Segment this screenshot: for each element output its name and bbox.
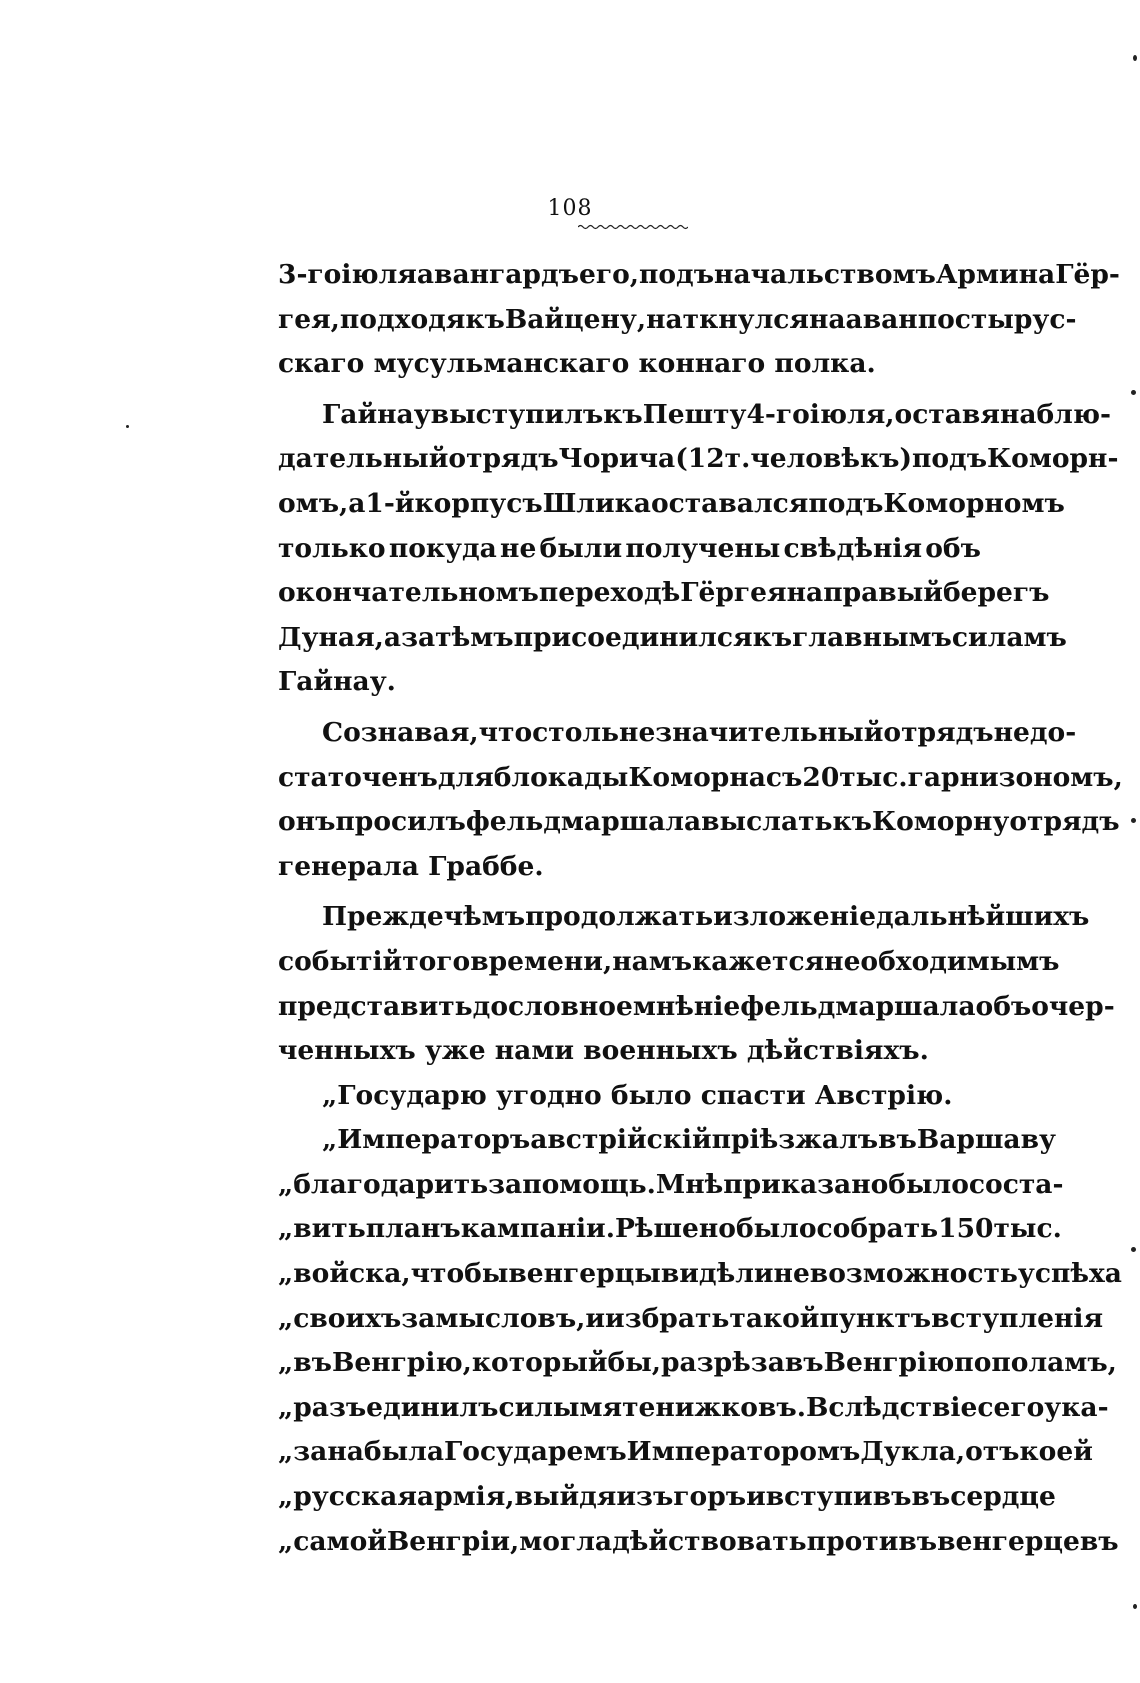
text-line	[278, 1252, 1122, 1297]
word: отрядъ	[448, 443, 559, 475]
body-text	[278, 253, 1123, 1564]
word: помощь.	[522, 1168, 656, 1200]
word: „Императоръ	[322, 1124, 531, 1156]
word: приказано	[723, 1168, 889, 1200]
text-line: ченныхъ уже нами военныхъ дѣйствіяхъ.	[278, 1035, 929, 1067]
word: „разъединилъ	[278, 1391, 499, 1423]
word: не	[500, 532, 537, 564]
text-line: генерала Граббе.	[278, 850, 544, 882]
word: въ	[878, 1124, 917, 1156]
word: изъ	[616, 1481, 674, 1513]
word: начальствомъ	[714, 259, 936, 290]
word: кажется	[692, 945, 825, 977]
word: и	[585, 1302, 606, 1334]
word: коей	[1019, 1436, 1093, 1468]
word: 1-й	[365, 487, 415, 519]
word: пріѣзжалъ	[711, 1124, 879, 1156]
word: статоченъ	[278, 761, 438, 793]
word: невозможность	[773, 1258, 1018, 1290]
text-line	[278, 1163, 1064, 1208]
word: успѣха	[1017, 1258, 1122, 1290]
word: выйдя	[514, 1481, 617, 1513]
word: очер-	[1031, 990, 1115, 1022]
text-line	[278, 1341, 1117, 1386]
word: дательный	[278, 443, 449, 475]
word: къ	[465, 303, 505, 335]
word: Гёргея	[680, 577, 787, 609]
word: т.	[724, 443, 751, 475]
word: подъ	[911, 443, 988, 475]
word: было	[888, 1168, 969, 1200]
word: за	[488, 1168, 523, 1200]
word: фельдмаршала	[465, 806, 702, 838]
word: гея,	[278, 303, 340, 335]
word: авангардъ	[416, 259, 579, 290]
word: переходѣ	[538, 577, 681, 609]
word: „войска,	[278, 1258, 411, 1290]
word: венгерцы	[508, 1258, 661, 1290]
word: „своихъ	[278, 1302, 402, 1334]
word: къ	[752, 621, 793, 653]
word: пополамъ,	[954, 1347, 1117, 1379]
paragraph-first-line	[278, 711, 1077, 756]
word: противъ	[806, 1525, 938, 1557]
word: 150	[938, 1213, 994, 1245]
word: покуда	[388, 532, 497, 564]
word: того	[402, 945, 471, 977]
paragraph-first-line: „Государю угодно было спасти Австрію.	[322, 1079, 953, 1111]
text-line	[278, 1386, 1109, 1431]
word: аванпосты	[845, 303, 1014, 335]
word: его,	[578, 259, 639, 290]
word: онъ	[278, 806, 336, 838]
word: дословное	[472, 990, 633, 1022]
scan-speck	[1133, 55, 1137, 61]
scan-speck	[1133, 1604, 1137, 1609]
word: отрядъ	[883, 716, 994, 748]
text-line	[278, 940, 1060, 985]
word: Вайцену,	[504, 303, 647, 335]
word: „русская	[278, 1481, 417, 1513]
word: времени,	[470, 945, 613, 977]
scan-speck	[126, 425, 129, 428]
word: главнымъ	[792, 621, 952, 653]
word: были	[539, 532, 623, 564]
word: отъ	[965, 1436, 1020, 1468]
word: свѣдѣнія	[783, 532, 923, 564]
word: тыс.	[993, 1213, 1062, 1245]
word: просилъ	[335, 806, 466, 838]
word: Мнѣ	[655, 1168, 724, 1200]
word: такой	[729, 1302, 820, 1334]
word: Гёр-	[1055, 259, 1120, 290]
word: чѣмъ	[443, 901, 526, 933]
word: бы,	[607, 1347, 662, 1379]
word: іюля	[341, 259, 417, 290]
word: австрійскій	[530, 1124, 712, 1156]
word: была	[363, 1436, 445, 1468]
word: горъ	[673, 1481, 747, 1513]
word: могла	[519, 1525, 613, 1557]
word: человѣкъ)	[750, 443, 912, 475]
word: берегъ	[942, 577, 1050, 609]
text-line	[278, 1475, 1056, 1520]
word: блокады	[493, 761, 629, 793]
word: пунктъ	[819, 1302, 932, 1334]
word: на	[808, 303, 846, 335]
text-line	[278, 985, 1115, 1030]
word: планъ	[365, 1213, 461, 1245]
word: дальнѣйшихъ	[875, 901, 1090, 933]
word: подъ	[808, 487, 884, 519]
word: силамъ	[951, 621, 1067, 653]
word: Коморну	[871, 806, 1010, 838]
wavy-rule-decoration	[578, 224, 688, 230]
word: недо-	[993, 716, 1077, 748]
word: чтобы	[410, 1258, 509, 1290]
word: „вить	[278, 1213, 366, 1245]
word: было	[735, 1213, 817, 1245]
word: затѣмъ	[401, 621, 514, 653]
word: „благодарить	[278, 1168, 489, 1200]
word: окончательномъ	[278, 577, 539, 609]
word: венгерцевъ	[937, 1525, 1119, 1557]
word: правый	[823, 577, 943, 609]
word: 3-го	[278, 259, 342, 290]
word: подходя	[339, 303, 466, 335]
text-line	[278, 800, 1120, 845]
word: мнѣніе	[632, 990, 741, 1022]
word: Императоромъ	[626, 1436, 861, 1468]
word: 20	[802, 761, 840, 793]
word: „зана	[278, 1436, 364, 1468]
word: на	[786, 577, 824, 609]
word: Дукла,	[860, 1436, 966, 1468]
text-line	[278, 527, 981, 572]
word: незначительный	[619, 716, 884, 748]
word: а	[383, 621, 402, 653]
text-line	[278, 298, 1077, 343]
word: наткнулся	[646, 303, 809, 335]
word: тыс.	[839, 761, 908, 793]
paragraph-first-line	[278, 1118, 1056, 1163]
word: собрать	[816, 1213, 939, 1245]
word: мятенижковъ.	[579, 1391, 806, 1423]
word: Венгрію,	[331, 1347, 472, 1379]
scan-speck	[1131, 390, 1136, 395]
word: къ	[832, 806, 872, 838]
word: рус-	[1013, 303, 1077, 335]
word: соста-	[968, 1168, 1064, 1200]
word: кампаніи.	[460, 1213, 615, 1245]
word: корпусъ	[414, 487, 543, 519]
text-line	[278, 1520, 1119, 1565]
word: разрѣзавъ	[661, 1347, 824, 1379]
word: столь	[532, 716, 620, 748]
word: присоединился	[513, 621, 753, 653]
word: фельдмаршала	[740, 990, 976, 1022]
word: оставя	[894, 398, 1000, 430]
word: представить	[278, 990, 473, 1022]
scan-speck	[1131, 1247, 1136, 1252]
word: Чорича	[558, 443, 676, 475]
word: Пешту	[642, 398, 747, 430]
word: 4-го	[746, 398, 810, 430]
word: съ	[765, 761, 803, 793]
word: гарнизономъ,	[907, 761, 1123, 793]
word: Коморномъ	[883, 487, 1065, 519]
word: и	[746, 1481, 766, 1513]
page-number: 108	[547, 196, 593, 221]
word: выслать	[701, 806, 833, 838]
word: „самой	[278, 1525, 387, 1557]
word: изложеніе	[713, 901, 876, 933]
word: ука-	[1044, 1391, 1109, 1423]
text-line	[278, 482, 1065, 527]
word: Рѣшено	[614, 1213, 736, 1245]
word: видѣли	[660, 1258, 774, 1290]
word: армія,	[416, 1481, 515, 1513]
word: Коморна	[628, 761, 766, 793]
word: Вслѣдствіе	[805, 1391, 978, 1423]
word: вступленія	[931, 1302, 1104, 1334]
word: объ	[925, 532, 981, 564]
word: (12	[675, 443, 725, 475]
word: что	[478, 716, 533, 748]
word: Венгріи,	[386, 1525, 520, 1557]
word: для	[437, 761, 494, 793]
word: событій	[278, 945, 403, 977]
word: въ	[911, 1481, 951, 1513]
text-line: Гайнау.	[278, 666, 396, 698]
text-line	[278, 1297, 1104, 1342]
word: Варшаву	[916, 1124, 1056, 1156]
text-line: скаго мусульманскаго коннаго полка.	[278, 348, 876, 380]
word: намъ	[612, 945, 693, 977]
word: Гайнау	[322, 398, 431, 430]
word: замысловъ,	[401, 1302, 586, 1334]
paragraph-first-line	[278, 393, 1112, 438]
word: необходимымъ	[824, 945, 1060, 977]
word: Венгрію	[823, 1347, 955, 1379]
word: сердце	[950, 1481, 1056, 1513]
text-line	[278, 253, 1120, 298]
word: который	[471, 1347, 608, 1379]
word: дѣйствовать	[612, 1525, 807, 1557]
text-line	[278, 1430, 1093, 1475]
word: Армина	[935, 259, 1056, 290]
word: выступилъ	[430, 398, 604, 430]
text-line	[278, 1207, 1062, 1252]
word: Шлика	[542, 487, 651, 519]
word: омъ,	[278, 487, 349, 519]
word: сего	[977, 1391, 1045, 1423]
word: вступивъ	[765, 1481, 912, 1513]
text-line	[278, 437, 1119, 482]
word: іюля,	[809, 398, 895, 430]
word: отрядъ	[1009, 806, 1120, 838]
word: къ	[603, 398, 643, 430]
word: объ	[975, 990, 1032, 1022]
word: только	[278, 532, 386, 564]
text-line	[278, 616, 1067, 661]
text-line	[278, 756, 1123, 801]
word: получены	[625, 532, 781, 564]
text-line	[278, 571, 1050, 616]
word: подъ	[638, 259, 715, 290]
word: Сознавая,	[322, 716, 479, 748]
scan-speck	[1131, 818, 1136, 823]
word: Дуная,	[278, 621, 384, 653]
word: наблю-	[999, 398, 1112, 430]
word: Государемъ	[444, 1436, 627, 1468]
paragraph-first-line	[278, 895, 1090, 940]
word: избрать	[605, 1302, 730, 1334]
word: „въ	[278, 1347, 332, 1379]
word: а	[348, 487, 366, 519]
word: Коморн-	[987, 443, 1119, 475]
word: силы	[498, 1391, 580, 1423]
word: Прежде	[322, 901, 444, 933]
word: оставался	[650, 487, 809, 519]
word: продолжать	[525, 901, 714, 933]
